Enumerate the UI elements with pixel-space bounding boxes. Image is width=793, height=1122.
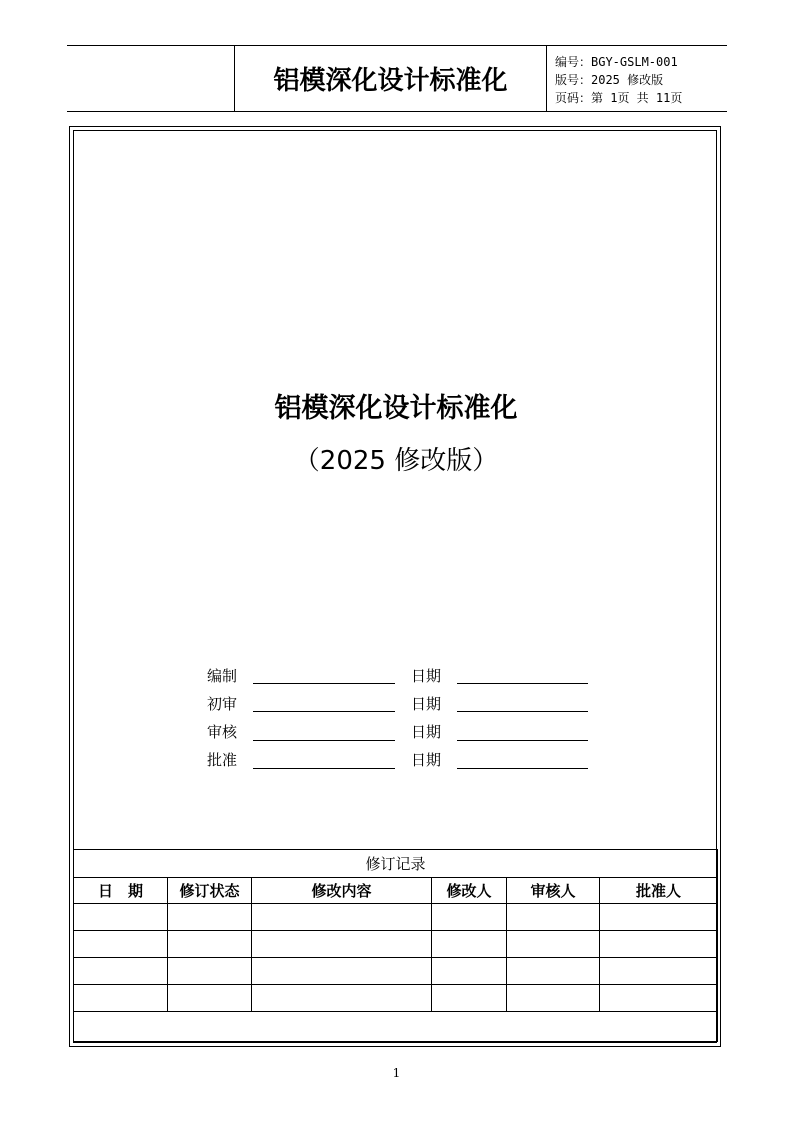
table-cell[interactable]	[74, 904, 168, 931]
signoff-date-label: 日期	[411, 695, 442, 713]
table-cell[interactable]	[74, 931, 168, 958]
table-cell[interactable]	[507, 958, 600, 985]
signoff-line[interactable]	[253, 683, 395, 684]
table-row	[74, 931, 718, 958]
column-header: 修改人	[432, 878, 507, 904]
signoff-role: 初审	[207, 695, 238, 713]
table-cell[interactable]	[600, 985, 718, 1012]
table-row	[74, 904, 718, 931]
table-cell[interactable]	[507, 931, 600, 958]
table-row	[74, 958, 718, 985]
table-cell[interactable]	[432, 904, 507, 931]
table-cell[interactable]	[600, 931, 718, 958]
table-cell[interactable]	[507, 904, 600, 931]
revision-header-row	[74, 878, 718, 904]
table-row	[74, 985, 718, 1012]
signoff-date-line[interactable]	[457, 683, 588, 684]
table-cell[interactable]	[432, 931, 507, 958]
header-title: 铝模深化设计标准化	[273, 66, 508, 96]
signoff-date-label: 日期	[411, 667, 442, 685]
table-cell[interactable]	[74, 985, 168, 1012]
cover-subtitle: （2025 修改版）	[293, 446, 499, 476]
header-meta-cell	[547, 46, 727, 111]
column-header: 批准人	[600, 878, 718, 904]
signoff-date-line[interactable]	[457, 711, 588, 712]
page-number: 1	[392, 1066, 401, 1080]
signoff-date-line[interactable]	[457, 768, 588, 769]
signoff-role: 编制	[207, 667, 238, 685]
signoff-line[interactable]	[253, 711, 395, 712]
signoff-role: 批准	[207, 751, 238, 769]
doc-page: 页码：第 1页 共 11页	[555, 91, 683, 105]
signoff-date-label: 日期	[411, 723, 442, 741]
table-cell[interactable]	[432, 958, 507, 985]
table-cell[interactable]	[74, 958, 168, 985]
table-cell[interactable]	[600, 904, 718, 931]
signoff-role: 审核	[207, 723, 238, 741]
revision-footer-row	[74, 1012, 718, 1042]
table-cell[interactable]	[168, 904, 252, 931]
document-header	[67, 45, 727, 112]
signoff-line[interactable]	[253, 740, 395, 741]
table-cell[interactable]	[252, 904, 432, 931]
table-cell[interactable]	[432, 985, 507, 1012]
signoff-block	[70, 127, 722, 827]
cover-frame	[69, 126, 721, 1047]
table-cell[interactable]	[168, 985, 252, 1012]
revision-table	[73, 849, 718, 1042]
column-header: 修订状态	[168, 878, 252, 904]
signoff-date-line[interactable]	[457, 740, 588, 741]
revision-caption: 修订记录	[74, 850, 718, 878]
doc-version: 版号：2025 修改版	[555, 73, 664, 87]
signoff-line[interactable]	[253, 768, 395, 769]
column-header: 修改内容	[252, 878, 432, 904]
table-cell[interactable]	[168, 931, 252, 958]
column-header: 审核人	[507, 878, 600, 904]
table-cell[interactable]	[600, 958, 718, 985]
table-cell[interactable]	[168, 958, 252, 985]
table-cell[interactable]	[252, 985, 432, 1012]
table-cell[interactable]	[252, 931, 432, 958]
doc-code: 编号：BGY-GSLM-001	[555, 55, 678, 69]
column-header: 日 期	[74, 878, 168, 904]
header-title-cell	[235, 46, 547, 111]
table-cell[interactable]	[507, 985, 600, 1012]
cover-title: 铝模深化设计标准化	[274, 393, 518, 424]
table-cell[interactable]	[252, 958, 432, 985]
signoff-date-label: 日期	[411, 751, 442, 769]
header-logo-cell	[67, 46, 235, 111]
